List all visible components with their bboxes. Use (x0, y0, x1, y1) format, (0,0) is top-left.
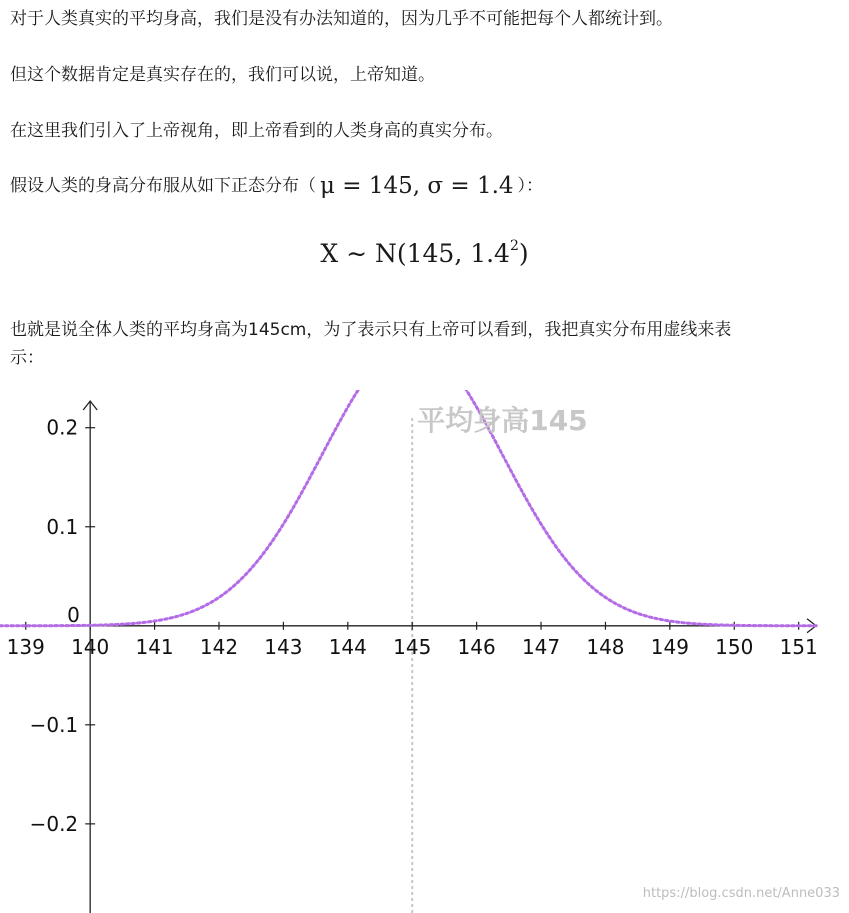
y-tick-label: −0.1 (29, 712, 79, 737)
x-tick-label: 144 (328, 634, 367, 659)
x-tick-label: 147 (521, 634, 561, 659)
paragraph-explanation: 也就是说全体人类的平均身高为145cm，为了表示只有上帝可以看到，我把真实分布用虚线来表 (10, 320, 732, 340)
formula-exponent: 2 (509, 238, 519, 254)
y-tick-label: 0 (67, 602, 80, 627)
x-tick-label: 151 (779, 634, 818, 659)
normal-distribution-chart (0, 390, 849, 913)
display-formula (0, 226, 849, 274)
paragraph-explanation-end: 示： (10, 348, 44, 368)
formula-close: ) (518, 239, 529, 268)
y-tick-label: 0.1 (46, 514, 79, 539)
paragraph-intro: 对于人类真实的平均身高，我们是没有办法知道的，因为几乎不可能把每个人都统计到。 (10, 9, 673, 29)
paragraph-assumption (10, 172, 543, 200)
x-tick-label: 139 (6, 634, 45, 659)
mean-annotation: 平均身高145 (417, 404, 588, 437)
paragraph-god-view: 在这里我们引入了上帝视角，即上帝看到的人类身高的真实分布。 (10, 121, 503, 141)
assumption-text-end: ）： (517, 176, 544, 196)
x-tick-label: 145 (393, 634, 432, 659)
paragraph-god-knows: 但这个数据肯定是真实存在的，我们可以说，上帝知道。 (10, 65, 435, 85)
x-tick-label: 143 (264, 634, 303, 659)
x-tick-label: 140 (71, 634, 110, 659)
normal-curve-series (0, 390, 818, 626)
x-tick-label: 141 (135, 634, 174, 659)
x-tick-label: 146 (457, 634, 496, 659)
y-tick-label: −0.2 (29, 811, 79, 836)
inline-math-params: μ = 145, σ = 1.4 (320, 173, 514, 199)
watermark: https://blog.csdn.net/Anne033 (642, 886, 840, 901)
assumption-text: 假设人类的身高分布服从如下正态分布（ (10, 176, 316, 196)
x-tick-label: 148 (586, 634, 625, 659)
x-tick-label: 150 (715, 634, 754, 659)
y-tick-label: 0.2 (46, 415, 79, 440)
x-tick-label: 149 (650, 634, 689, 659)
x-tick-label: 142 (199, 634, 239, 659)
formula-main: X ∼ N(145, 1.4 (320, 239, 510, 268)
